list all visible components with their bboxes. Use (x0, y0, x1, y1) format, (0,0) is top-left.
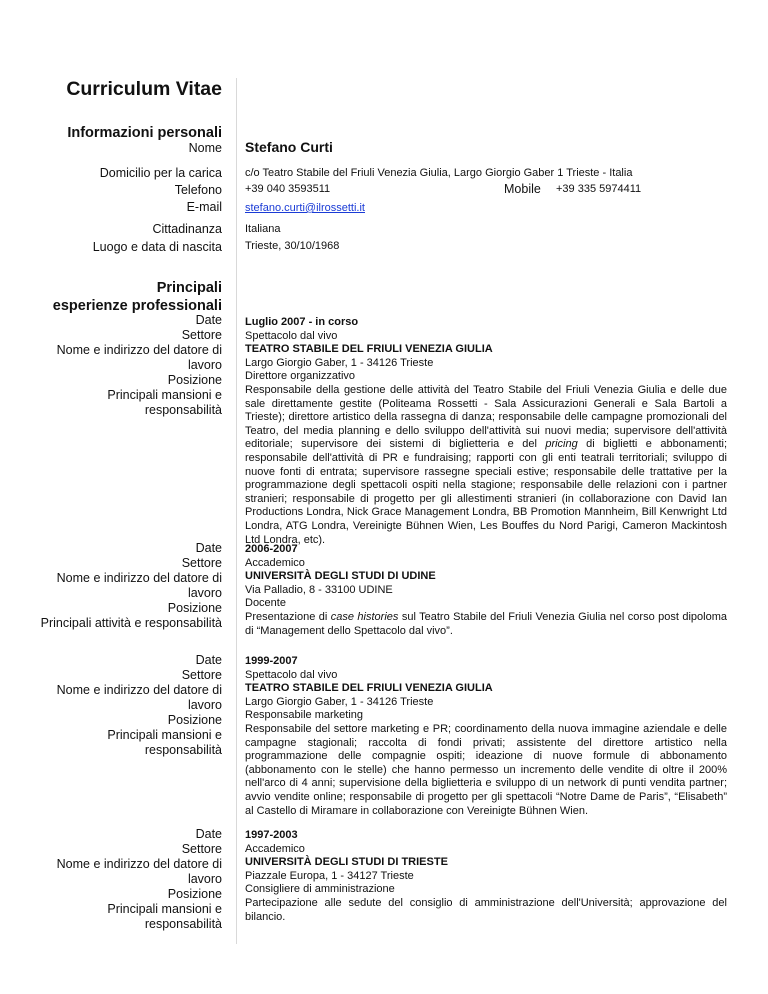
label-employer-cont: lavoro (187, 698, 222, 712)
label-date: Date (195, 313, 222, 327)
entry-sector: Spettacolo dal vivo (245, 668, 338, 681)
label-employer-cont: lavoro (187, 586, 222, 600)
label-duties-cont: responsabilità (144, 743, 222, 757)
value-phone: +39 040 3593511 (245, 183, 331, 195)
value-domicile: c/o Teatro Stabile del Friuli Venezia Giulia, Largo Giorgio Gaber 1 Trieste - Italia (245, 167, 633, 179)
label-mobile: Mobile (504, 182, 541, 196)
experience-heading-line1: Principali (156, 280, 222, 296)
label-sector: Settore (181, 668, 222, 682)
entry-address: Piazzale Europa, 1 - 34127 Trieste (245, 869, 414, 882)
entry-employer: TEATRO STABILE DEL FRIULI VENEZIA GIULIA (245, 343, 493, 356)
label-position: Posizione (167, 887, 222, 901)
entry-duties: Partecipazione alle sedute del consiglio di amministrazione dell'Università; approvazione del bilancio. (245, 896, 727, 923)
entry-date: 1999-2007 (245, 655, 298, 667)
entry-address: Via Palladio, 8 - 33100 UDINE (245, 583, 393, 596)
entry-duties: Presentazione di case histories sul Teatro Stabile del Friuli Venezia Giulia nel corso post dipoloma di “Management dello Spettacolo dal vivo”. (245, 610, 727, 637)
label-duties: Principali mansioni e (107, 902, 222, 916)
entry-1-labels (57, 313, 222, 418)
entry-date: 2006-2007 (245, 543, 298, 555)
label-citizenship: Cittadinanza (152, 222, 222, 236)
experience-heading-line2: esperienze professionali (52, 298, 222, 314)
value-mobile: +39 335 5974411 (556, 183, 642, 195)
label-duties: Principali mansioni e (107, 728, 222, 742)
entry-3-values (245, 655, 727, 818)
entry-3-labels (57, 653, 222, 758)
entry-date: Luglio 2007 - in corso (245, 316, 359, 328)
label-name: Nome (188, 141, 222, 155)
label-activities: Principali attività e responsabilità (40, 616, 222, 630)
column-divider (236, 78, 237, 944)
label-domicile: Domicilio per la carica (99, 166, 222, 180)
label-date: Date (195, 827, 222, 841)
entry-sector: Accademico (245, 842, 305, 855)
entry-duties: Responsabile della gestione delle attività del Teatro Stabile del Friuli Venezia Giulia e delle due sale direttamente gestite (Politeama Rossetti - Sala Assicurazioni Generali e Sala Bartoli a Trieste); direttore artistico della rassegna di danza; responsabile delle campagne promozionali del Teatro, del media planning e dello sviluppo dell'attività sui nuovi media; supervisore dell'attività editoriale; supervisore dei sistemi di biglietteria e del pricing di biglietti e abbonamenti; responsabile dell'attività di PR e fundraising; rapporti con gli enti teatrali territoriali; sviluppo di nuove fonti di entrata; supervisore rassegne speciali estive; responsabile delle trattative per la programmazione degli spettacoli ospiti nella stagione; responsabile delle relazioni con i partner stranieri; responsabile di progetto per gli allestimenti stranieri (in collaborazione con David Ian Productions Londra, Nick Grace Management Londra, BB Promotion Mannheim, Bill Kenwright Ltd Londra, ATG Londra, Vereinigte Bühnen Wien, Les Bouffes du Nord Parigi, Cameron Mackintosh Ltd Londra, etc). (245, 383, 727, 546)
entry-employer: UNIVERSITÀ DEGLI STUDI DI UDINE (245, 570, 436, 583)
label-email: E-mail (186, 200, 222, 214)
entry-address: Largo Giorgio Gaber, 1 - 34126 Trieste (245, 695, 434, 708)
entry-4-values (245, 829, 727, 924)
label-sector: Settore (181, 556, 222, 570)
entry-4-labels (57, 827, 222, 932)
label-phone: Telefono (174, 183, 222, 197)
label-duties: Principali mansioni e (107, 388, 222, 402)
label-employer: Nome e indirizzo del datore di (56, 571, 222, 585)
entry-position: Consigliere di amministrazione (245, 883, 395, 896)
label-date: Date (195, 541, 222, 555)
label-position: Posizione (167, 713, 222, 727)
label-employer: Nome e indirizzo del datore di (56, 683, 222, 697)
label-position: Posizione (167, 601, 222, 615)
label-duties-cont: responsabilità (144, 403, 222, 417)
label-duties-cont: responsabilità (144, 917, 222, 931)
entry-sector: Spettacolo dal vivo (245, 329, 338, 342)
label-date: Date (195, 653, 222, 667)
entry-sector: Accademico (245, 556, 305, 569)
label-employer: Nome e indirizzo del datore di (56, 857, 222, 871)
label-position: Posizione (167, 373, 222, 387)
entry-2-values (245, 543, 727, 638)
entry-employer: TEATRO STABILE DEL FRIULI VENEZIA GIULIA (245, 682, 493, 695)
entry-2-labels (41, 541, 222, 631)
value-citizenship: Italiana (245, 223, 281, 235)
experience-heading (53, 279, 222, 315)
label-birth: Luogo e data di nascita (92, 240, 222, 254)
entry-date: 1997-2003 (245, 829, 298, 841)
entry-address: Largo Giorgio Gaber, 1 - 34126 Trieste (245, 356, 434, 369)
entry-position: Responsabile marketing (245, 709, 364, 722)
label-employer-cont: lavoro (187, 358, 222, 372)
personal-info-heading: Informazioni personali (67, 125, 222, 141)
label-sector: Settore (181, 842, 222, 856)
cv-title: Curriculum Vitae (66, 78, 222, 100)
label-sector: Settore (181, 328, 222, 342)
value-name: Stefano Curti (245, 139, 333, 155)
entry-1-values (245, 316, 727, 547)
entry-position: Direttore organizzativo (245, 370, 356, 383)
label-employer: Nome e indirizzo del datore di (56, 343, 222, 357)
label-employer-cont: lavoro (187, 872, 222, 886)
entry-employer: UNIVERSITÀ DEGLI STUDI DI TRIESTE (245, 856, 448, 869)
entry-duties: Responsabile del settore marketing e PR; coordinamento della nuova immagine aziendale e delle campagne stagionali; raccolta di fondi privati; assistente del direttore artistico nella programmazione delle compagnie ospiti; ideazione di nuove formule di abbonamento (abbonamento con le stelle) che hanno permesso un incremento delle vendite di oltre il 200% nell'arco di 4 anni; supervisione della biglietteria e sviluppo di un network di punti vendita partner; avvio vendite online; responsabile di progetto per gli spettacoli “Notre Dame de Paris”, “Elisabeth” al Castello di Miramare in collaborazione con Vereinigte Bühnen Wien. (245, 722, 727, 817)
entry-position: Docente (245, 597, 286, 610)
value-birth: Trieste, 30/10/1968 (245, 240, 340, 252)
value-email-link[interactable]: stefano.curti@ilrossetti.it (245, 202, 365, 214)
